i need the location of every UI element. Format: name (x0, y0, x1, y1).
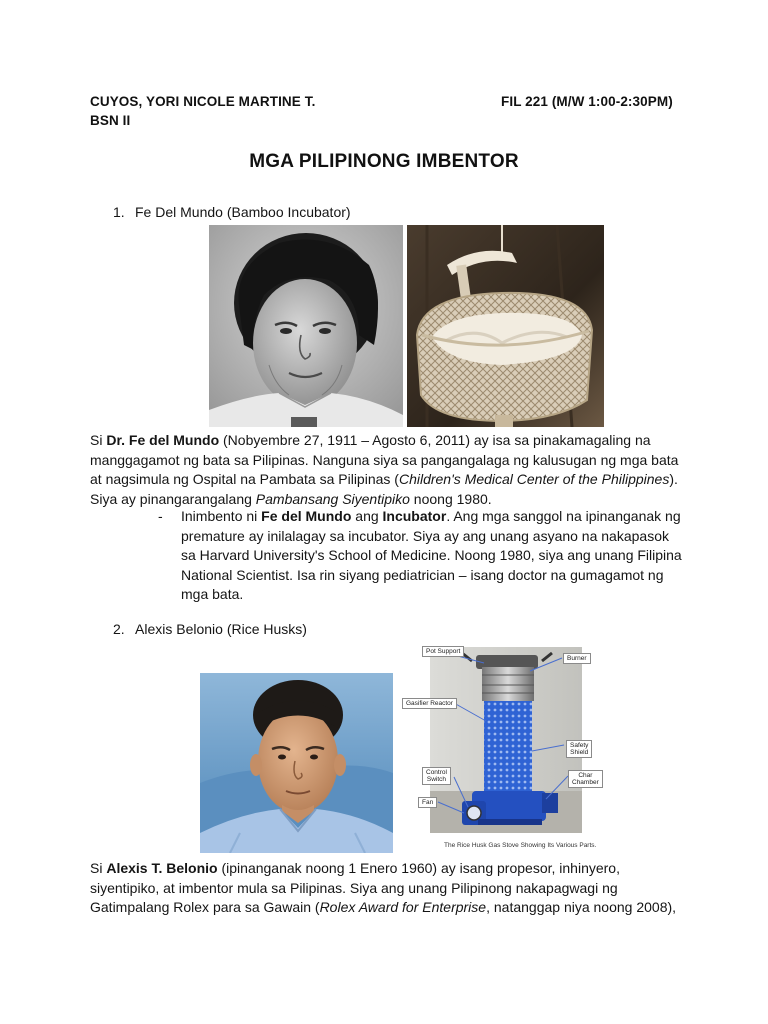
section2-line1: Si Alexis T. Belonio (ipinanganak noong 1 Enero 1960) ay isang propesor, inhinyero, (90, 860, 620, 876)
year-level: BSN II (90, 113, 131, 128)
section2-paragraph (90, 859, 690, 918)
bullet-marker: - (158, 508, 163, 524)
rice-husk-stove-diagram (402, 641, 612, 853)
section1-paragraph (90, 431, 690, 509)
page-title: MGA PILIPINONG IMBENTOR (249, 151, 519, 172)
bullet-line5: mga bata. (181, 586, 244, 602)
label-char-chamber: Char Chamber (568, 770, 603, 788)
section1-line4: Siya ay pinangarangalang Pambansang Siyentipiko noong 1980. (90, 490, 492, 507)
label-pot-support: Pot Support (422, 646, 464, 657)
section1-heading: Fe Del Mundo (Bamboo Incubator) (135, 204, 351, 220)
section2-number: 2. (113, 621, 125, 637)
course-code: FIL 221 (M/W 1:00-2:30PM) (501, 94, 673, 109)
section2-line3: Gatimpalang Rolex para sa Gawain (Rolex Award for Enterprise, natanggap niya noong 2008), (90, 899, 677, 915)
section1-line3: at nagsimula ng Ospital na Pambata sa Pilipinas (Children's Medical Center of the Philippines). (90, 471, 678, 487)
label-safety-shield: Safety Shield (566, 740, 592, 758)
student-name: CUYOS, YORI NICOLE MARTINE T. (90, 94, 316, 109)
bullet-line4: National Scientist. Isa rin siyang pediatrician – isang doctor na gumagamot ng (181, 566, 664, 583)
section2-heading: Alexis Belonio (Rice Husks) (135, 621, 307, 637)
diagram-caption: The Rice Husk Gas Stove Showing Its Various Parts. (444, 842, 597, 849)
incubator-bullet (181, 507, 681, 605)
section1-number: 1. (113, 204, 125, 220)
section1-line2: manggagamot ng bata sa Pilipinas. Nanguna siya sa pangangalaga ng kalusugan ng mga bata (90, 451, 679, 468)
bullet-line3: sa Harvard University's School of Medicine. Noong 1980, siya ang unang Filipina (181, 547, 682, 563)
label-fan: Fan (418, 797, 437, 808)
label-burner: Burner (563, 653, 591, 664)
alexis-belonio-portrait (200, 673, 393, 853)
section2-line2: siyentipiko, at imbentor mula sa Pilipinas. Siya ang unang Pilipinong nakapagwagi ng (90, 879, 618, 896)
bullet-line1: Inimbento ni Fe del Mundo ang Incubator. Ang mga sanggol na ipinanganak ng (181, 508, 681, 524)
bullet-line2: premature ay inilalagay sa incubator. Siya ay ang unang asyano na nakapasok (181, 527, 669, 544)
fe-del-mundo-portrait (209, 225, 403, 427)
bamboo-incubator-photo (407, 225, 604, 427)
label-gasifier-reactor: Gasifier Reactor (402, 698, 457, 709)
label-control-switch: Control Switch (422, 767, 451, 785)
section1-line1: Si Dr. Fe del Mundo (Nobyembre 27, 1911 – Agosto 6, 2011) ay isa sa pinakamagaling na (90, 432, 651, 448)
